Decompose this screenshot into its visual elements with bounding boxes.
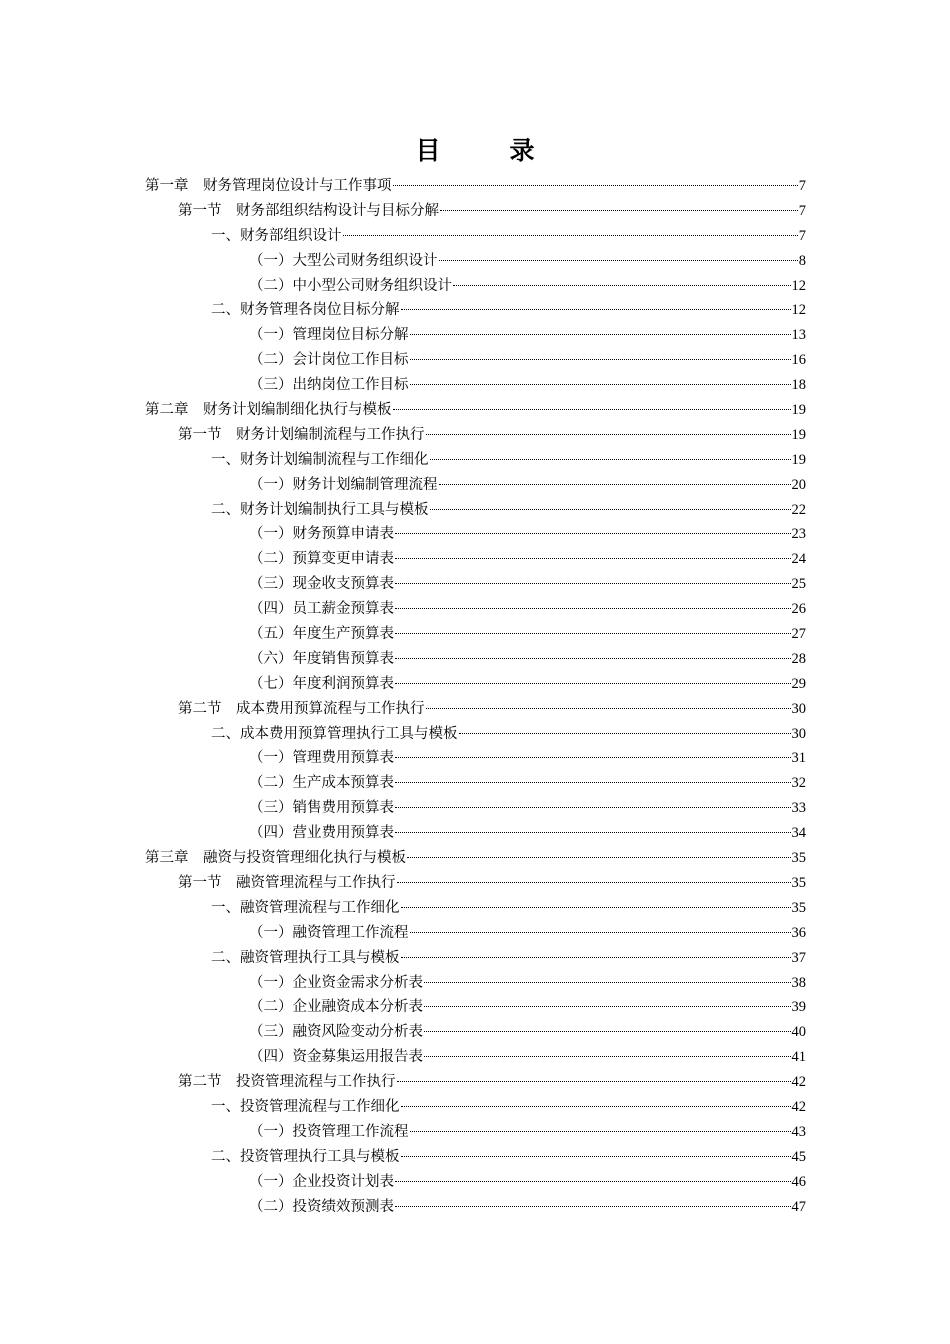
toc-entry-page-number: 16 bbox=[791, 352, 806, 369]
toc-entry-label: （五）年度生产预算表 bbox=[249, 626, 394, 643]
toc-entry-label: （四）资金募集运用报告表 bbox=[249, 1049, 423, 1066]
toc-dot-leader bbox=[395, 1205, 791, 1207]
toc-entry-label: （二）预算变更申请表 bbox=[249, 551, 394, 568]
toc-entry-label: （七）年度利润预算表 bbox=[249, 675, 394, 692]
toc-entry-page-number: 30 bbox=[791, 700, 806, 717]
toc-entry-level-2[interactable] bbox=[145, 871, 806, 896]
toc-entry-level-4[interactable] bbox=[145, 672, 806, 697]
toc-entry-label: （三）现金收支预算表 bbox=[249, 576, 394, 593]
toc-dot-leader bbox=[395, 806, 791, 808]
toc-entry-page-number: 26 bbox=[791, 601, 806, 618]
toc-entry-label: （一）财务预算申请表 bbox=[249, 526, 394, 543]
toc-entry-level-4[interactable] bbox=[145, 597, 806, 622]
toc-entry-level-4[interactable] bbox=[145, 771, 806, 796]
toc-entry-page-number: 34 bbox=[791, 825, 806, 842]
toc-entry-page-number: 46 bbox=[791, 1173, 806, 1190]
toc-entry-page-number: 12 bbox=[791, 302, 806, 319]
toc-dot-leader bbox=[410, 1130, 791, 1132]
toc-dot-leader bbox=[401, 1155, 791, 1157]
toc-entry-page-number: 19 bbox=[791, 426, 806, 443]
toc-entry-level-4[interactable] bbox=[145, 796, 806, 821]
toc-entry-level-3[interactable] bbox=[145, 722, 806, 747]
toc-entry-level-4[interactable] bbox=[145, 1120, 806, 1145]
toc-entry-label: 第一节 融资管理流程与工作执行 bbox=[178, 874, 396, 891]
toc-entry-page-number: 36 bbox=[791, 924, 806, 941]
toc-entry-level-3[interactable] bbox=[145, 1095, 806, 1120]
toc-entry-label: 二、财务管理各岗位目标分解 bbox=[211, 302, 400, 319]
toc-entry-page-number: 41 bbox=[791, 1049, 806, 1066]
toc-dot-leader bbox=[395, 632, 791, 634]
toc-entry-page-number: 7 bbox=[798, 202, 806, 219]
toc-entry-page-number: 35 bbox=[791, 874, 806, 891]
toc-dot-leader bbox=[395, 557, 791, 559]
toc-entry-label: 一、融资管理流程与工作细化 bbox=[211, 899, 400, 916]
toc-entry-page-number: 45 bbox=[791, 1148, 806, 1165]
toc-entry-page-number: 25 bbox=[791, 576, 806, 593]
toc-entry-page-number: 31 bbox=[791, 750, 806, 767]
toc-dot-leader bbox=[439, 483, 791, 485]
toc-entry-label: 二、成本费用预算管理执行工具与模板 bbox=[211, 725, 458, 742]
toc-entry-label: 二、融资管理执行工具与模板 bbox=[211, 949, 400, 966]
toc-entry-page-number: 42 bbox=[791, 1074, 806, 1091]
toc-entry-label: （一）财务计划编制管理流程 bbox=[249, 476, 438, 493]
toc-entry-label: 二、财务计划编制执行工具与模板 bbox=[211, 501, 429, 518]
toc-entry-level-4[interactable] bbox=[145, 547, 806, 572]
toc-dot-leader bbox=[393, 184, 798, 186]
toc-entry-page-number: 24 bbox=[791, 551, 806, 568]
toc-entry-label: 一、财务计划编制流程与工作细化 bbox=[211, 451, 429, 468]
toc-entry-label: 第一节 财务计划编制流程与工作执行 bbox=[178, 426, 425, 443]
toc-entry-level-2[interactable] bbox=[145, 697, 806, 722]
toc-dot-leader bbox=[430, 508, 791, 510]
toc-entry-page-number: 12 bbox=[791, 277, 806, 294]
toc-dot-leader bbox=[430, 458, 791, 460]
toc-entry-page-number: 33 bbox=[791, 800, 806, 817]
toc-entry-label: （一）大型公司财务组织设计 bbox=[249, 252, 438, 269]
toc-dot-leader bbox=[426, 707, 791, 709]
toc-entry-level-4[interactable] bbox=[145, 522, 806, 547]
toc-entry-page-number: 47 bbox=[791, 1198, 806, 1215]
toc-dot-leader bbox=[407, 856, 791, 858]
toc-entry-label: 第一节 财务部组织结构设计与目标分解 bbox=[178, 202, 439, 219]
toc-entry-page-number: 32 bbox=[791, 775, 806, 792]
toc-entry-page-number: 39 bbox=[791, 999, 806, 1016]
toc-dot-leader bbox=[424, 1005, 791, 1007]
toc-entry-level-4[interactable] bbox=[145, 647, 806, 672]
toc-entry-label: （四）员工薪金预算表 bbox=[249, 601, 394, 618]
toc-dot-leader bbox=[439, 259, 798, 261]
toc-entry-label: 第一章 财务管理岗位设计与工作事项 bbox=[145, 178, 392, 194]
toc-dot-leader bbox=[393, 408, 791, 410]
toc-entry-page-number: 20 bbox=[791, 476, 806, 493]
toc-dot-leader bbox=[395, 582, 791, 584]
toc-entry-label: （三）出纳岗位工作目标 bbox=[249, 377, 409, 394]
toc-entry-page-number: 8 bbox=[798, 252, 806, 269]
toc-entry-label: （一）融资管理工作流程 bbox=[249, 924, 409, 941]
toc-entry-label: （四）营业费用预算表 bbox=[249, 825, 394, 842]
toc-entry-page-number: 40 bbox=[791, 1024, 806, 1041]
toc-entry-label: 一、投资管理流程与工作细化 bbox=[211, 1098, 400, 1115]
toc-dot-leader bbox=[410, 333, 791, 335]
toc-entry-page-number: 43 bbox=[791, 1123, 806, 1140]
toc-entry-level-4[interactable] bbox=[145, 746, 806, 771]
toc-entry-level-3[interactable] bbox=[145, 946, 806, 971]
toc-dot-leader bbox=[424, 1030, 791, 1032]
toc-dot-leader bbox=[459, 732, 791, 734]
toc-entry-label: （六）年度销售预算表 bbox=[249, 650, 394, 667]
toc-dot-leader bbox=[395, 607, 791, 609]
toc-entry-label: 第二节 投资管理流程与工作执行 bbox=[178, 1074, 396, 1091]
toc-dot-leader bbox=[395, 532, 791, 534]
toc-entry-level-3[interactable] bbox=[145, 298, 806, 323]
toc-entry-label: （二）企业融资成本分析表 bbox=[249, 999, 423, 1016]
toc-dot-leader bbox=[424, 981, 791, 983]
toc-entry-label: （二）生产成本预算表 bbox=[249, 775, 394, 792]
toc-entry-level-4[interactable] bbox=[145, 622, 806, 647]
toc-dot-leader bbox=[440, 209, 798, 211]
toc-entry-label: （一）企业资金需求分析表 bbox=[249, 974, 423, 991]
toc-entry-label: 二、投资管理执行工具与模板 bbox=[211, 1148, 400, 1165]
toc-entry-level-3[interactable] bbox=[145, 498, 806, 523]
toc-entry-level-4[interactable] bbox=[145, 921, 806, 946]
toc-entry-page-number: 23 bbox=[791, 526, 806, 543]
toc-entry-label: （二）中小型公司财务组织设计 bbox=[249, 277, 452, 294]
toc-entry-level-4[interactable] bbox=[145, 1045, 806, 1070]
toc-entry-page-number: 13 bbox=[791, 327, 806, 344]
toc-entry-level-4[interactable] bbox=[145, 473, 806, 498]
toc-entry-level-4[interactable] bbox=[145, 971, 806, 996]
toc-entry-level-4[interactable] bbox=[145, 323, 806, 348]
toc-entry-level-4[interactable] bbox=[145, 995, 806, 1020]
toc-entry-level-2[interactable] bbox=[145, 423, 806, 448]
toc-entry-label: （一）投资管理工作流程 bbox=[249, 1123, 409, 1140]
toc-entry-level-4[interactable] bbox=[145, 373, 806, 398]
toc-dot-leader bbox=[401, 906, 791, 908]
toc-entry-label: （二）会计岗位工作目标 bbox=[249, 352, 409, 369]
toc-entry-page-number: 18 bbox=[791, 377, 806, 394]
toc-entry-level-4[interactable] bbox=[145, 348, 806, 373]
toc-entry-level-2[interactable] bbox=[145, 1070, 806, 1095]
toc-entry-page-number: 7 bbox=[798, 227, 806, 244]
toc-entry-level-4[interactable] bbox=[145, 274, 806, 299]
toc-entry-label: （三）销售费用预算表 bbox=[249, 800, 394, 817]
toc-entry-label: （一）企业投资计划表 bbox=[249, 1173, 394, 1190]
toc-entry-label: （一）管理岗位目标分解 bbox=[249, 327, 409, 344]
toc-entry-level-3[interactable] bbox=[145, 896, 806, 921]
toc-entry-page-number: 22 bbox=[791, 501, 806, 518]
toc-entry-label: （三）融资风险变动分析表 bbox=[249, 1024, 423, 1041]
toc-dot-leader bbox=[410, 383, 791, 385]
toc-entry-level-3[interactable] bbox=[145, 448, 806, 473]
toc-entry-label: （一）管理费用预算表 bbox=[249, 750, 394, 767]
toc-entry-level-1[interactable] bbox=[145, 398, 806, 423]
toc-entry-level-4[interactable] bbox=[145, 572, 806, 597]
toc-entry-page-number: 37 bbox=[791, 949, 806, 966]
toc-entry-page-number: 19 bbox=[791, 451, 806, 468]
toc-entry-level-4[interactable] bbox=[145, 1195, 806, 1220]
toc-entry-page-number: 42 bbox=[791, 1098, 806, 1115]
page-title: 目 录 bbox=[415, 136, 557, 165]
toc-entry-page-number: 35 bbox=[791, 899, 806, 916]
toc-entry-level-4[interactable] bbox=[145, 1170, 806, 1195]
toc-entry-label: 一、财务部组织设计 bbox=[211, 227, 342, 244]
table-of-contents bbox=[145, 174, 806, 1219]
toc-entry-page-number: 19 bbox=[791, 402, 806, 419]
toc-entry-page-number: 7 bbox=[798, 178, 806, 194]
toc-entry-label: 第三章 融资与投资管理细化执行与模板 bbox=[145, 850, 406, 867]
toc-dot-leader bbox=[401, 1105, 791, 1107]
toc-dot-leader bbox=[395, 1180, 791, 1182]
toc-dot-leader bbox=[395, 682, 791, 684]
toc-entry-page-number: 38 bbox=[791, 974, 806, 991]
toc-dot-leader bbox=[410, 358, 791, 360]
toc-entry-level-1[interactable] bbox=[145, 174, 806, 199]
toc-dot-leader bbox=[397, 881, 791, 883]
toc-dot-leader bbox=[401, 308, 791, 310]
toc-entry-page-number: 35 bbox=[791, 850, 806, 867]
toc-dot-leader bbox=[397, 1080, 791, 1082]
toc-entry-level-3[interactable] bbox=[145, 224, 806, 249]
toc-dot-leader bbox=[410, 931, 791, 933]
toc-entry-label: （二）投资绩效预测表 bbox=[249, 1198, 394, 1215]
toc-entry-level-4[interactable] bbox=[145, 249, 806, 274]
toc-entry-level-4[interactable] bbox=[145, 1020, 806, 1045]
toc-entry-level-2[interactable] bbox=[145, 199, 806, 224]
toc-entry-page-number: 30 bbox=[791, 725, 806, 742]
toc-dot-leader bbox=[424, 1055, 791, 1057]
toc-entry-label: 第二节 成本费用预算流程与工作执行 bbox=[178, 700, 425, 717]
toc-dot-leader bbox=[426, 433, 791, 435]
toc-entry-level-4[interactable] bbox=[145, 821, 806, 846]
toc-entry-level-3[interactable] bbox=[145, 1145, 806, 1170]
toc-dot-leader bbox=[395, 781, 791, 783]
toc-entry-page-number: 28 bbox=[791, 650, 806, 667]
toc-dot-leader bbox=[395, 831, 791, 833]
toc-entry-level-1[interactable] bbox=[145, 846, 806, 871]
toc-dot-leader bbox=[395, 756, 791, 758]
toc-entry-page-number: 27 bbox=[791, 626, 806, 643]
toc-dot-leader bbox=[343, 234, 798, 236]
toc-dot-leader bbox=[401, 956, 791, 958]
toc-dot-leader bbox=[395, 657, 791, 659]
toc-entry-label: 第二章 财务计划编制细化执行与模板 bbox=[145, 402, 392, 419]
toc-dot-leader bbox=[453, 284, 791, 286]
toc-entry-page-number: 29 bbox=[791, 675, 806, 692]
